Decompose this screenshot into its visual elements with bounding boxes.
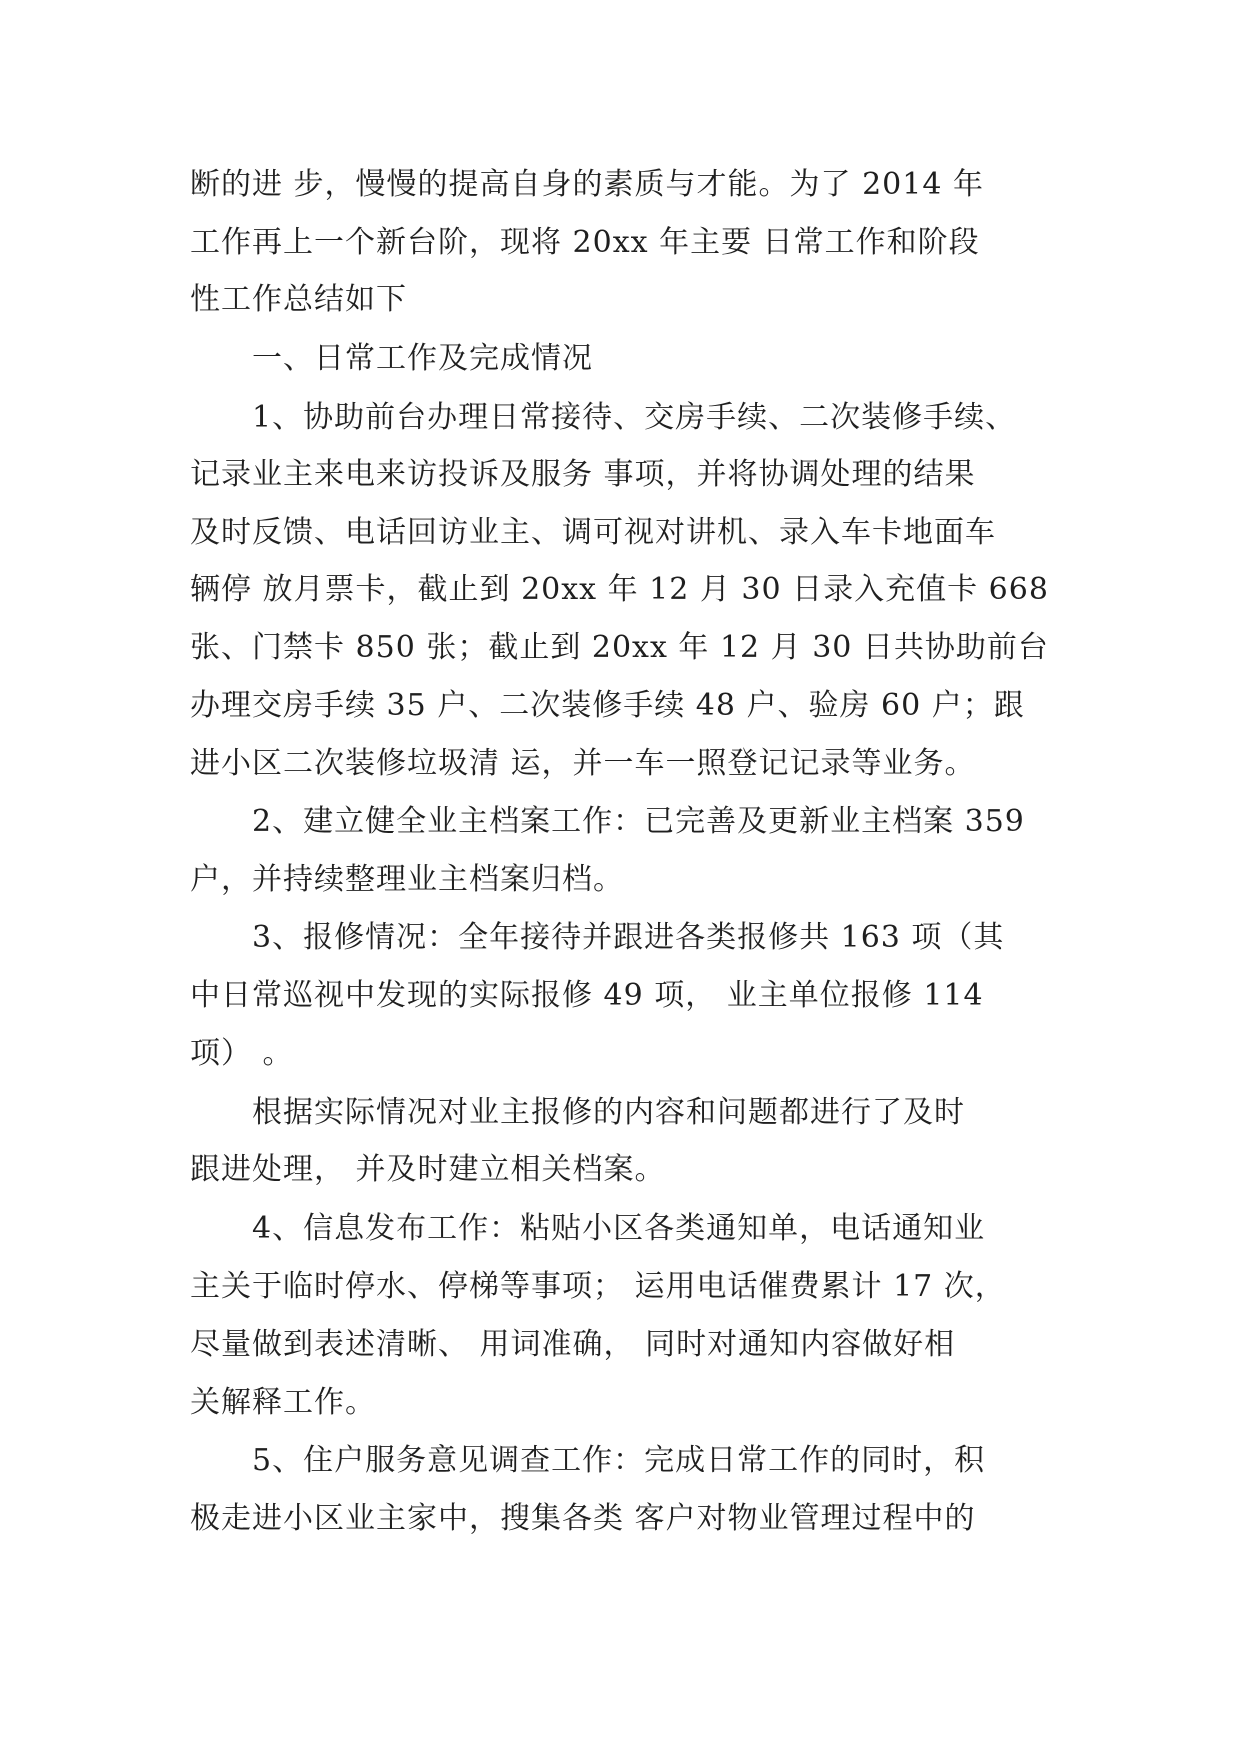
text-line: 4、信息发布工作：粘贴小区各类通知单，电话通知业 <box>252 1211 986 1246</box>
text-line: 性工作总结如下 <box>190 282 407 317</box>
text-line: 中日常巡视中发现的实际报修 49 项， 业主单位报修 114 <box>190 978 984 1013</box>
section-heading: 一、日常工作及完成情况 <box>252 341 593 376</box>
text-line: 张、门禁卡 850 张；截止到 20xx 年 12 月 30 日共协助前台 <box>190 630 1049 665</box>
text-line: 尽量做到表述清晰、 用词准确， 同时对通知内容做好相 <box>190 1327 956 1362</box>
text-line: 1、协助前台办理日常接待、交房手续、二次装修手续、 <box>252 400 1017 435</box>
text-line: 辆停 放月票卡，截止到 20xx 年 12 月 30 日录入充值卡 668 <box>190 572 1049 607</box>
text-line: 户，并持续整理业主档案归档。 <box>190 862 624 897</box>
text-line: 工作再上一个新台阶，现将 20xx 年主要 日常工作和阶段 <box>190 225 980 260</box>
text-line: 进小区二次装修垃圾清 运，并一车一照登记记录等业务。 <box>190 746 976 781</box>
text-line: 5、住户服务意见调查工作：完成日常工作的同时，积 <box>252 1443 986 1478</box>
text-line: 项） 。 <box>190 1036 294 1071</box>
text-line: 跟进处理， 并及时建立相关档案。 <box>190 1152 666 1187</box>
text-line: 及时反馈、电话回访业主、调可视对讲机、录入车卡地面车 <box>190 515 996 550</box>
text-line: 主关于临时停水、停梯等事项； 运用电话催费累计 17 次， <box>190 1269 1006 1304</box>
text-line: 记录业主来电来访投诉及服务 事项，并将协调处理的结果 <box>190 457 976 492</box>
text-line: 极走进小区业主家中，搜集各类 客户对物业管理过程中的 <box>190 1501 976 1536</box>
text-line: 断的进 步，慢慢的提高自身的素质与才能。为了 2014 年 <box>190 167 984 202</box>
text-line: 2、建立健全业主档案工作：已完善及更新业主档案 359 <box>252 804 1025 839</box>
text-line: 办理交房手续 35 户、二次装修手续 48 户、验房 60 户；跟 <box>190 688 1025 723</box>
text-line: 关解释工作。 <box>190 1385 376 1420</box>
text-line: 3、报修情况：全年接待并跟进各类报修共 163 项（其 <box>252 920 1005 955</box>
text-line: 根据实际情况对业主报修的内容和问题都进行了及时 <box>252 1095 965 1130</box>
